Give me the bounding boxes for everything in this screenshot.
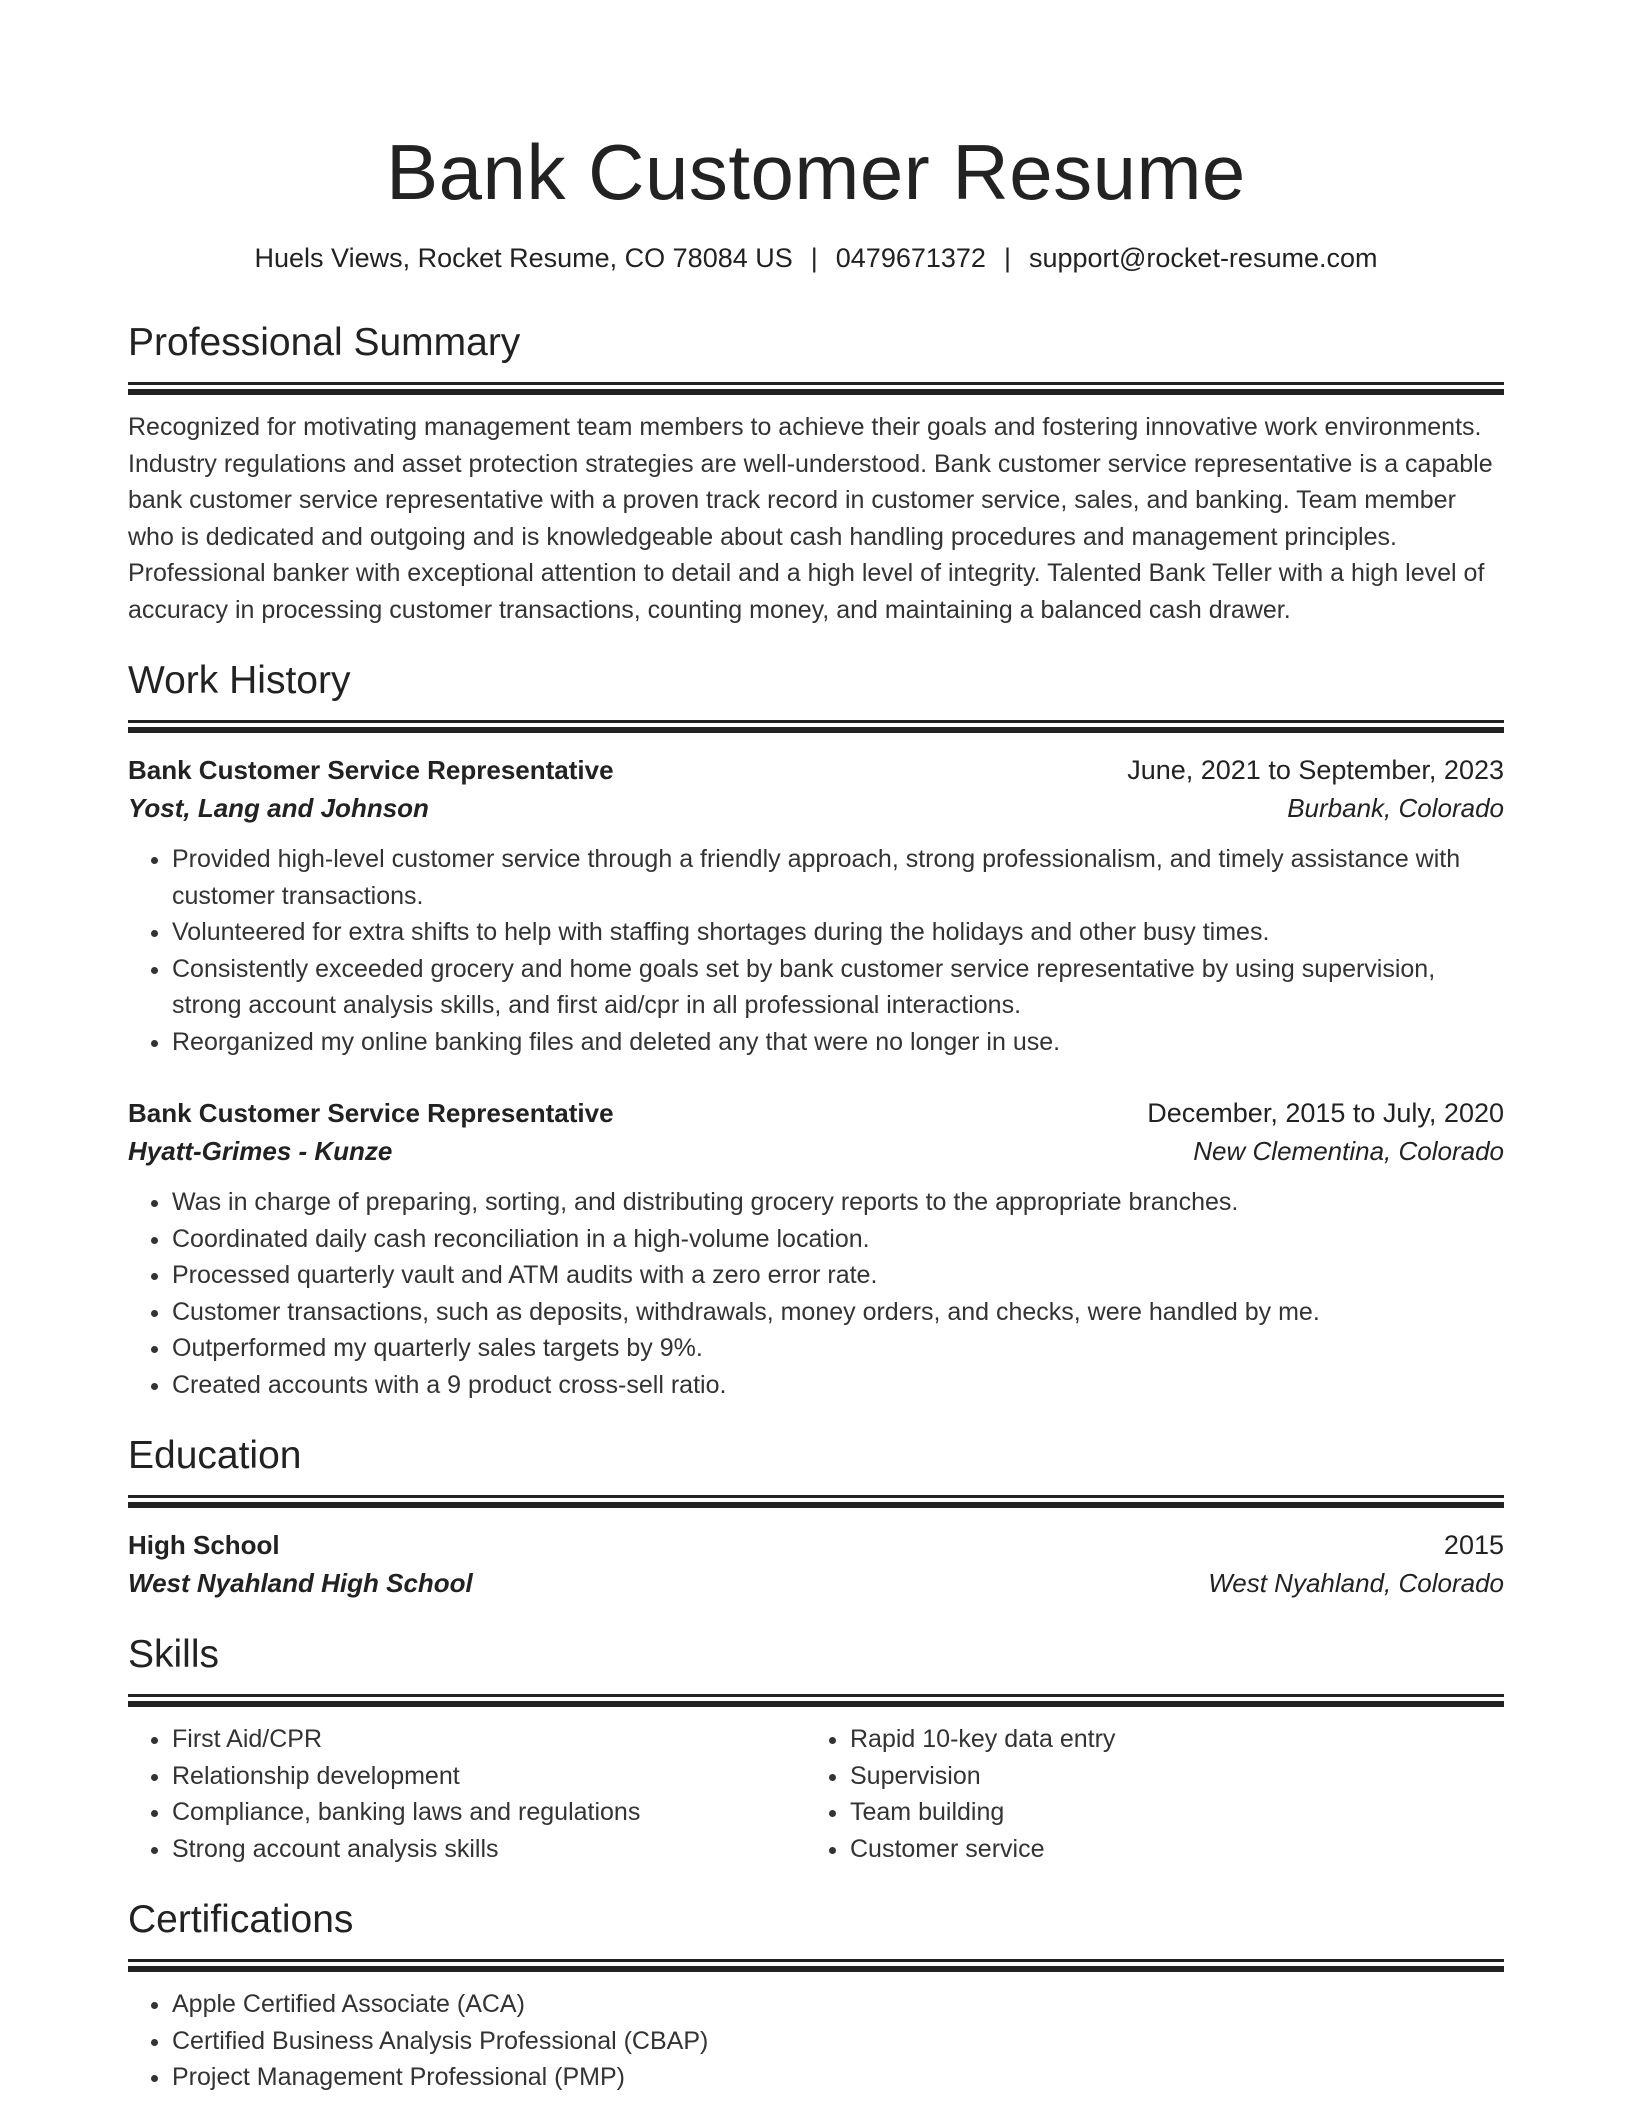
contact-address: Huels Views, Rocket Resume, CO 78084 US — [254, 243, 793, 273]
skill-item: • Relationship development — [172, 1758, 806, 1795]
job-bullets — [128, 1184, 1504, 1403]
job-employer: Yost, Lang and Johnson — [128, 793, 429, 823]
section-divider — [128, 1495, 1504, 1498]
skills-section — [128, 1630, 1504, 1867]
section-divider-thick — [128, 1701, 1504, 1707]
section-divider — [128, 720, 1504, 723]
skill-item: • Strong account analysis skills — [172, 1831, 806, 1868]
section-divider-thick — [128, 1966, 1504, 1972]
section-title-certifications: Certifications — [128, 1898, 354, 1941]
education-location: West Nyahland, Colorado — [1208, 1568, 1504, 1598]
certifications-section — [128, 1895, 1504, 2096]
skills-column-right — [806, 1721, 1484, 1867]
section-title-work: Work History — [128, 659, 351, 702]
job-bullet: • Consistently exceeded grocery and home goals set by bank customer service representative by using supervision, strong account analysis skills, and first aid/cpr in all professional interactions. — [172, 951, 1504, 1024]
job-bullet: • Coordinated daily cash reconciliation in a high-volume location. — [172, 1221, 1504, 1258]
job-location: New Clementina, Colorado — [1193, 1136, 1504, 1166]
job-bullet: • Customer transactions, such as deposits, withdrawals, money orders, and checks, were handled by me. — [172, 1294, 1504, 1331]
contact-phone: 0479671372 — [835, 243, 986, 273]
education-degree: High School — [128, 1530, 280, 1560]
section-divider-thick — [128, 727, 1504, 733]
skill-item: • Compliance, banking laws and regulations — [172, 1794, 806, 1831]
job-entry — [128, 751, 1504, 1060]
section-divider — [128, 1959, 1504, 1962]
contact-separator: | — [810, 243, 818, 273]
summary-text: Recognized for motivating management team members to achieve their goals and fostering innovative work environments. Industry regulations and asset protection strategies are well-understood. Bank customer service representative is a capable bank customer service representative with a proven track record in customer service, sales, and banking. Team member who is dedicated and outgoing and is knowledgeable about cash handling procedures and management principles. Professional banker with exceptional attention to detail and a high level of integrity. Talented Bank Teller with a high level of accuracy in processing customer transactions, counting money, and maintaining a balanced cash drawer. — [128, 413, 1493, 624]
education-year: 2015 — [1443, 1530, 1504, 1560]
job-dates: June, 2021 to September, 2023 — [1127, 755, 1504, 785]
job-role: Bank Customer Service Representative — [128, 1098, 614, 1128]
section-divider-thick — [128, 1502, 1504, 1508]
section-title-summary: Professional Summary — [128, 321, 521, 364]
summary-section — [128, 318, 1504, 628]
education-entry — [128, 1526, 1504, 1602]
job-bullet: • Was in charge of preparing, sorting, and distributing grocery reports to the appropriate branches. — [172, 1184, 1504, 1221]
skill-item: • First Aid/CPR — [172, 1721, 806, 1758]
work-section — [128, 656, 1504, 1403]
job-bullet: • Reorganized my online banking files and deleted any that were no longer in use. — [172, 1024, 1504, 1061]
contact-separator: | — [1003, 243, 1011, 273]
job-dates: December, 2015 to July, 2020 — [1147, 1098, 1504, 1128]
job-role: Bank Customer Service Representative — [128, 755, 614, 785]
resume-name: Bank Customer Resume — [386, 128, 1246, 216]
job-bullet: • Volunteered for extra shifts to help with staffing shortages during the holidays and other busy times. — [172, 914, 1504, 951]
job-bullet: • Outperformed my quarterly sales targets by 9%. — [172, 1330, 1504, 1367]
job-bullet: • Provided high-level customer service through a friendly approach, strong professionalism, and timely assistance with customer transactions. — [172, 841, 1504, 914]
contact-line — [128, 240, 1504, 276]
resume-page — [128, 0, 1504, 2096]
job-employer: Hyatt-Grimes - Kunze — [128, 1136, 393, 1166]
job-bullet: • Processed quarterly vault and ATM audits with a zero error rate. — [172, 1257, 1504, 1294]
job-bullets — [128, 841, 1504, 1060]
section-divider-thick — [128, 389, 1504, 395]
section-title-education: Education — [128, 1434, 302, 1477]
job-bullet: • Created accounts with a 9 product cross-sell ratio. — [172, 1367, 1504, 1404]
section-divider — [128, 382, 1504, 385]
contact-email: support@rocket-resume.com — [1028, 243, 1378, 273]
skill-item: • Supervision — [850, 1758, 1484, 1795]
skill-item: • Rapid 10-key data entry — [850, 1721, 1484, 1758]
job-location: Burbank, Colorado — [1287, 793, 1504, 823]
skill-item: • Team building — [850, 1794, 1484, 1831]
certification-item: • Apple Certified Associate (ACA) — [172, 1986, 1504, 2023]
education-section — [128, 1431, 1504, 1602]
skill-item: • Customer service — [850, 1831, 1484, 1868]
certification-item: • Certified Business Analysis Professional (CBAP) — [172, 2023, 1504, 2060]
skills-grid — [128, 1721, 1504, 1867]
certification-list — [128, 1986, 1504, 2096]
certification-item: • Project Management Professional (PMP) — [172, 2059, 1504, 2096]
section-divider — [128, 1694, 1504, 1697]
job-entry — [128, 1094, 1504, 1403]
section-title-skills: Skills — [128, 1633, 220, 1676]
skills-column-left — [128, 1721, 806, 1867]
education-school: West Nyahland High School — [128, 1568, 473, 1598]
